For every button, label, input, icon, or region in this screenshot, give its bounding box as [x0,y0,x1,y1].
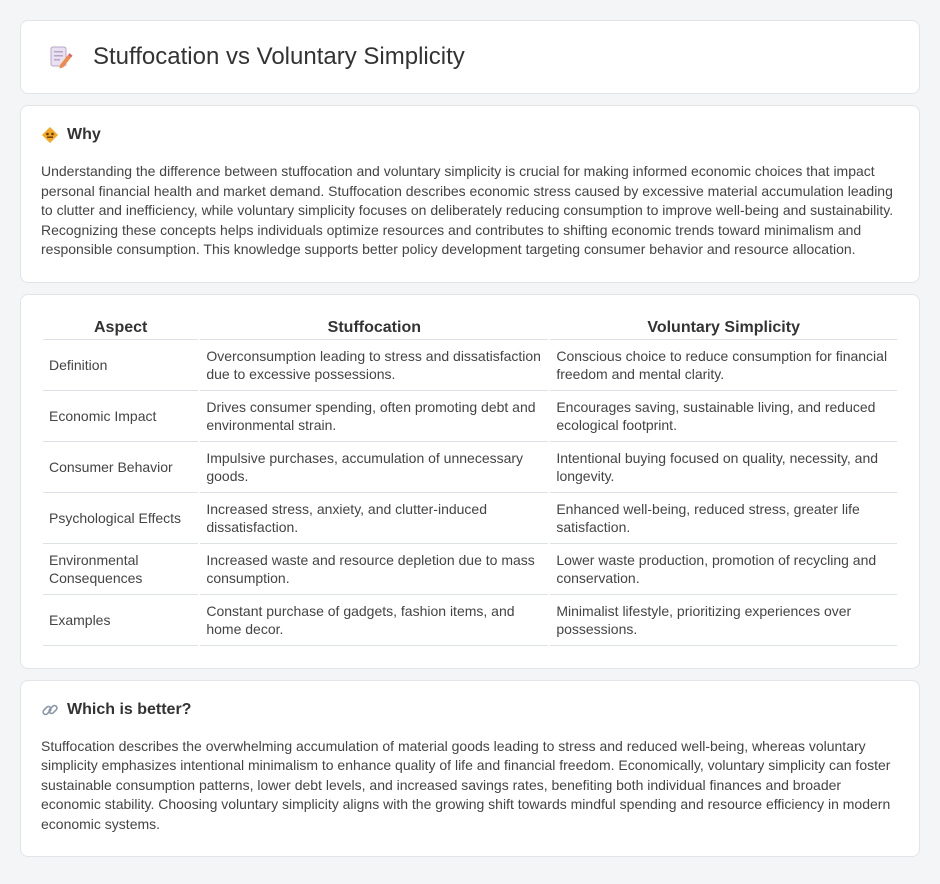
row-stuffocation: Increased waste and resource depletion due to mass consumption. [200,544,548,595]
row-simplicity: Minimalist lifestyle, prioritizing experiences over possessions. [550,595,897,646]
row-stuffocation: Impulsive purchases, accumulation of unnecessary goods. [200,442,548,493]
table-row [43,544,897,595]
row-aspect: Psychological Effects [43,493,198,544]
better-section [20,680,920,858]
row-simplicity: Encourages saving, sustainable living, and reduced ecological footprint. [550,391,897,442]
row-aspect: Economic Impact [43,391,198,442]
row-simplicity: Conscious choice to reduce consumption for financial freedom and mental clarity. [550,340,897,391]
row-aspect: Examples [43,595,198,646]
document-pencil-icon [47,44,73,70]
table-row [43,391,897,442]
row-stuffocation: Drives consumer spending, often promoting debt and environmental strain. [200,391,548,442]
row-aspect: Definition [43,340,198,391]
table-header-row [43,315,897,340]
row-simplicity: Intentional buying focused on quality, necessity, and longevity. [550,442,897,493]
row-stuffocation: Increased stress, anxiety, and clutter-induced dissatisfaction. [200,493,548,544]
title-card [20,20,920,94]
why-section [20,105,920,283]
row-aspect: Environmental Consequences [43,544,198,595]
row-simplicity: Lower waste production, promotion of recycling and conservation. [550,544,897,595]
link-icon [41,701,59,719]
why-body: Understanding the difference between stuffocation and voluntary simplicity is crucial for making informed economic choices that impact personal financial health and market demand. Stuffocation describes economic stress caused by excessive material accumulation leading to clutter and inefficiency, while voluntary simplicity focuses on deliberately reducing consumption to improve well-being and sustainability. Recognizing these concepts helps individuals optimize resources and contributes to shifting economic trends toward minimalism and responsible consumption. This knowledge supports better policy development targeting consumer behavior and resource allocation. [41,163,894,257]
comparison-table [41,315,899,646]
row-aspect: Consumer Behavior [43,442,198,493]
table-row [43,340,897,391]
row-simplicity: Enhanced well-being, reduced stress, greater life satisfaction. [550,493,897,544]
better-body: Stuffocation describes the overwhelming accumulation of material goods leading to stress and reduced well-being, whereas voluntary simplicity emphasizes intentional minimalism to enhance quality of life and financial freedom. Economically, voluntary simplicity can foster sustainable consumption patterns, lower debt levels, and increased savings rates, benefiting both individual finances and broader economic stability. Choosing voluntary simplicity aligns with the growing shift towards mindful spending and resource efficiency in modern economic systems. [41,737,891,832]
table-row [43,493,897,544]
table-row [43,442,897,493]
why-title: Why [67,126,101,143]
diamond-sign-icon [41,126,59,144]
row-stuffocation: Constant purchase of gadgets, fashion items, and home decor. [200,595,548,646]
table-row [43,595,897,646]
header-simplicity: Voluntary Simplicity [550,315,897,340]
page-title: Stuffocation vs Voluntary Simplicity [93,43,465,70]
comparison-card [20,294,920,669]
row-stuffocation: Overconsumption leading to stress and dissatisfaction due to excessive possessions. [200,340,548,391]
header-stuffocation: Stuffocation [200,315,548,340]
header-aspect: Aspect [43,315,198,340]
better-title: Which is better? [67,700,192,718]
